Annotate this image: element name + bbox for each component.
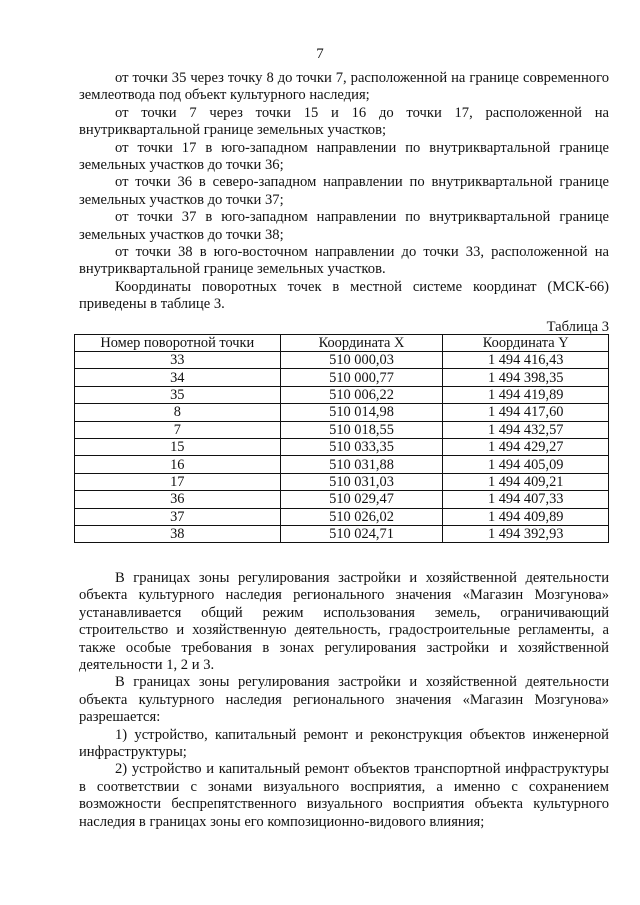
cell-coordinate-y: 1 494 398,35	[443, 369, 609, 386]
cell-point-number: 34	[75, 369, 281, 386]
paragraph-route-38-33: от точки 38 в юго-восточном направлении до точки 33, расположенной на внутриквартальной границе земельных участков.	[79, 244, 609, 278]
cell-point-number: 33	[75, 352, 281, 369]
top-text-block	[79, 70, 609, 314]
cell-coordinate-y: 1 494 409,89	[443, 508, 609, 525]
header-coordinate-x: Координата X	[280, 335, 443, 352]
table-row	[75, 508, 609, 525]
table-row	[75, 438, 609, 455]
cell-point-number: 15	[75, 438, 281, 455]
cell-coordinate-y: 1 494 417,60	[443, 404, 609, 421]
cell-coordinate-x: 510 000,03	[280, 352, 443, 369]
paragraph-general-regime: В границах зоны регулирования застройки и хозяйственной деятельности объекта культурного наследия регионального значения «Магазин Мозгунова» устанавливается общий режим использования земель, ограничивающий строительство и хозяйственную деятельность, градостроительные регламенты, а также особые требования в зонах регулирования застройки и хозяйственной деятельности 1, 2 и 3.	[79, 570, 609, 674]
coordinates-table	[74, 334, 609, 543]
cell-point-number: 16	[75, 456, 281, 473]
table-row	[75, 404, 609, 421]
cell-coordinate-x: 510 018,55	[280, 421, 443, 438]
cell-coordinate-y: 1 494 392,93	[443, 525, 609, 542]
cell-point-number: 38	[75, 525, 281, 542]
table-row	[75, 491, 609, 508]
paragraph-route-7-17: от точки 7 через точки 15 и 16 до точки 17, расположенной на внутриквартальной границе земельных участков;	[79, 104, 609, 139]
cell-coordinate-x: 510 031,88	[280, 456, 443, 473]
table-row	[75, 352, 609, 369]
cell-coordinate-x: 510 029,47	[280, 491, 443, 508]
table-header-row	[75, 335, 609, 352]
paragraph-route-37-38: от точки 37 в юго-западном направлении по внутриквартальной границе земельных участков до точки 38;	[79, 209, 609, 243]
page-number: 7	[316, 46, 324, 62]
cell-point-number: 8	[75, 404, 281, 421]
cell-coordinate-y: 1 494 419,89	[443, 386, 609, 403]
table-caption: Таблица 3	[546, 319, 609, 335]
list-item-engineering: 1) устройство, капитальный ремонт и реконструкция объектов инженерной инфраструктуры;	[79, 726, 609, 761]
cell-point-number: 7	[75, 421, 281, 438]
cell-coordinate-y: 1 494 416,43	[443, 352, 609, 369]
table-row	[75, 369, 609, 386]
paragraph-route-35-7: от точки 35 через точку 8 до точки 7, расположенной на границе современного землеотвода под объект культурного наследия;	[79, 70, 609, 104]
cell-point-number: 37	[75, 508, 281, 525]
cell-coordinate-y: 1 494 405,09	[443, 456, 609, 473]
cell-coordinate-x: 510 024,71	[280, 525, 443, 542]
cell-coordinate-x: 510 026,02	[280, 508, 443, 525]
table-row	[75, 386, 609, 403]
header-point-number: Номер поворотной точки	[75, 335, 281, 352]
table-row	[75, 456, 609, 473]
cell-point-number: 36	[75, 491, 281, 508]
cell-coordinate-y: 1 494 409,21	[443, 473, 609, 490]
paragraph-route-36-37: от точки 36 в северо-западном направлении по внутриквартальной границе земельных участков до точки 37;	[79, 174, 609, 208]
cell-coordinate-x: 510 000,77	[280, 369, 443, 386]
paragraph-permitted-intro: В границах зоны регулирования застройки и хозяйственной деятельности объекта культурного наследия регионального значения «Магазин Мозгунова» разрешается:	[79, 674, 609, 726]
paragraph-route-17-36: от точки 17 в юго-западном направлении по внутриквартальной границе земельных участков до точки 36;	[79, 139, 609, 174]
cell-coordinate-x: 510 014,98	[280, 404, 443, 421]
cell-coordinate-x: 510 006,22	[280, 386, 443, 403]
cell-coordinate-x: 510 031,03	[280, 473, 443, 490]
list-item-transport: 2) устройство и капитальный ремонт объектов транспортной инфраструктуры в соответствии с зонами визуального восприятия, а именно с сохранением возможности беспрепятственного визуального восприятия объекта культурного наследия в границах зоны его композиционно-видового влияния;	[79, 761, 609, 830]
cell-coordinate-y: 1 494 432,57	[443, 421, 609, 438]
table-row	[75, 421, 609, 438]
cell-point-number: 35	[75, 386, 281, 403]
paragraph-coordinates-intro: Координаты поворотных точек в местной системе координат (МСК-66) приведены в таблице 3.	[79, 278, 609, 313]
table-row	[75, 473, 609, 490]
cell-point-number: 17	[75, 473, 281, 490]
header-coordinate-y: Координата Y	[443, 335, 609, 352]
cell-coordinate-x: 510 033,35	[280, 438, 443, 455]
bottom-text-block	[79, 570, 609, 831]
table-row	[75, 525, 609, 542]
cell-coordinate-y: 1 494 429,27	[443, 438, 609, 455]
cell-coordinate-y: 1 494 407,33	[443, 491, 609, 508]
